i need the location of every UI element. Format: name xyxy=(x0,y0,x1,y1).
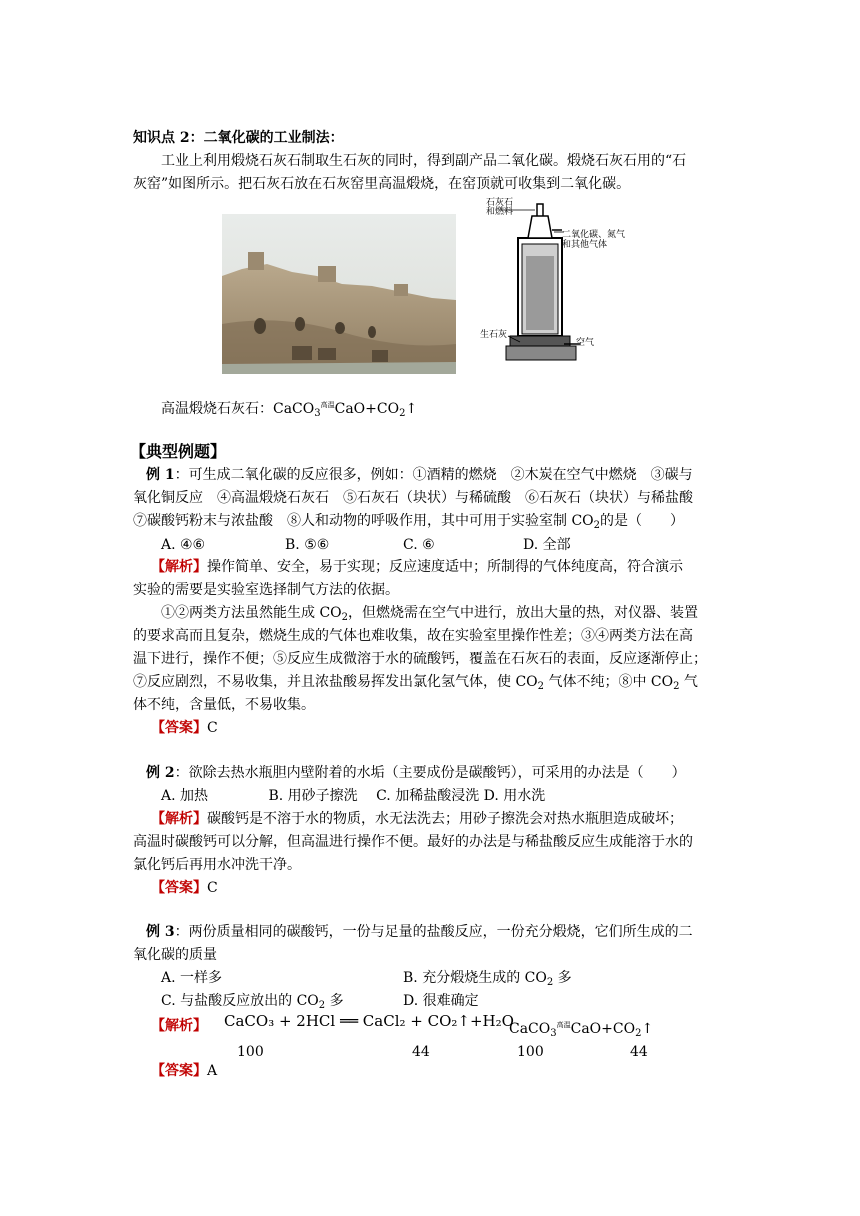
analysis-line xyxy=(151,809,683,829)
analysis-line: ⑦反应剧烈，不易收集，并且浓盐酸易挥发出氯化氢气体，使 $CO_2$ 气体不纯；⑧中 $CO_2$ 气 xyxy=(133,674,698,692)
option-a: A. ④⑥ xyxy=(161,537,206,553)
option-text: C. 与盐酸反应放出的 CO xyxy=(161,993,319,1009)
typical-examples-heading: 【典型例题】 xyxy=(130,442,227,461)
analysis-text: 操作简单、安全，易于实现；反应速度适中；所制得的气体纯度高，符合演示 xyxy=(207,559,683,575)
question-line: 氧化碳的质量 xyxy=(133,947,217,963)
mass-value: 100 xyxy=(237,1044,264,1060)
up-arrow-icon: ↑ xyxy=(405,401,418,417)
lime-kiln-diagram xyxy=(480,196,670,376)
question-text: ：两份质量相同的碳酸钙，一份与足量的盐酸反应，一份充分煅烧，它们所生成的二 xyxy=(174,924,693,940)
analysis-line: 实验的需要是实验室选择制气方法的依据。 xyxy=(133,582,399,598)
kiln-label-air: 空气 xyxy=(576,338,595,348)
option-b: B. ⑤⑥ xyxy=(285,537,330,553)
option-c: C. 与盐酸反应放出的 $CO_2$ 多 xyxy=(161,993,344,1011)
question-text: ：欲除去热水瓶胆内壁附着的水垢（主要成份是碳酸钙），可采用的办法是（ ） xyxy=(174,765,686,781)
eq-part: CaCO xyxy=(509,1021,551,1037)
option-text: 多 xyxy=(553,970,572,986)
answer-tag: 【答案】 xyxy=(151,720,207,736)
analysis-tag: 【解析】 xyxy=(151,559,207,575)
example-3-question xyxy=(146,922,693,942)
mass-value: 44 xyxy=(412,1044,430,1060)
question-line: ⑦碳酸钙粉末与浓盐酸 ⑧人和动物的呼吸作用，其中可用于实验室制 $CO_2$的是（ ） xyxy=(133,513,685,531)
analysis-text: ①②两类方法虽然能生成 CO xyxy=(161,605,342,621)
analysis-line xyxy=(151,557,683,577)
lime-kiln-photo xyxy=(222,214,456,374)
eq-part: 高温煅烧石灰石：CaCO xyxy=(161,401,315,417)
analysis-text: 碳酸钙是不溶于水的物质，水无法洗去；用砂子擦洗会对热水瓶胆造成破坏； xyxy=(207,811,683,827)
eq-condition: 高温 xyxy=(320,401,335,409)
analysis-line: 氯化钙后再用水冲洗干净。 xyxy=(133,857,301,873)
answer-line xyxy=(151,878,218,898)
analysis-line: 高温时碳酸钙可以分解，但高温进行操作不便。最好的办法是与稀盐酸反应生成能溶于水的 xyxy=(133,834,693,850)
calcination-equation: 高温煅烧石灰石：$CaCO_3^{高温}CaO+CO_2↑$ xyxy=(161,401,418,419)
option-a: A. 一样多 xyxy=(161,970,223,986)
option-d: D. 全部 xyxy=(523,537,571,553)
analysis-line: ①②两类方法虽然能生成 $CO_2$，但燃烧需在空气中进行，放出大量的热，对仪器、装置 xyxy=(161,605,699,623)
kiln-label-quicklime: 生石灰 xyxy=(480,330,508,340)
eq-part: CaO+CO xyxy=(570,1021,636,1037)
paragraph-line: 工业上利用煅烧石灰石制取生石灰的同时，得到副产品二氧化碳。煅烧石灰石用的“石 xyxy=(161,153,687,169)
analysis-line: 体不纯，含量低，不易收集。 xyxy=(133,697,315,713)
analysis-text: ，但燃烧需在空气中进行，放出大量的热，对仪器、装置 xyxy=(348,605,699,621)
example-label: 例 3 xyxy=(146,924,175,940)
mass-value: 100 xyxy=(517,1044,544,1060)
answer-value: C xyxy=(207,720,218,736)
example-label: 例 2 xyxy=(146,765,175,781)
answer-line xyxy=(151,718,218,738)
kiln-label-gas2: 和其他气体 xyxy=(562,240,608,250)
option-c: C. ⑥ xyxy=(403,537,435,553)
mass-value: 44 xyxy=(630,1044,648,1060)
analysis-text: 气 xyxy=(679,674,698,690)
answer-value: C xyxy=(207,880,218,896)
analysis-line: 温下进行，操作不便；⑤反应生成微溶于水的硫酸钙，覆盖在石灰石的表面，反应逐渐停止； xyxy=(133,651,707,667)
question-text: ：可生成二氧化碳的反应很多，例如：①酒精的燃烧 ②木炭在空气中燃烧 ③碳与 xyxy=(174,467,693,483)
option-text: B. 充分煅烧生成的 CO xyxy=(403,970,547,986)
analysis-text: 气体不纯；⑧中 CO xyxy=(544,674,674,690)
option-b: B. 充分煅烧生成的 $CO_2$ 多 xyxy=(403,970,572,988)
options-line: A. 加热 B. 用砂子擦洗 C. 加稀盐酸浸洗 D. 用水洗 xyxy=(161,788,546,804)
kiln-label-fuel: 和燃料 xyxy=(486,207,514,217)
kiln-label-limestone: 石灰石 xyxy=(486,198,514,208)
eq-condition: 高温 xyxy=(556,1021,571,1029)
paragraph-line: 灰窑”如图所示。把石灰石放在石灰窑里高温煅烧，在窑顶就可收集到二氧化碳。 xyxy=(133,176,631,192)
answer-tag: 【答案】 xyxy=(151,1063,207,1079)
analysis-tag: 【解析】 xyxy=(151,811,207,827)
answer-value: A xyxy=(207,1063,218,1079)
kiln-label-gas: 二氧化碳、氮气 xyxy=(562,230,626,240)
analysis-tag: 【解析】 xyxy=(151,1018,207,1034)
example-1-question xyxy=(146,465,693,485)
option-d: D. 很难确定 xyxy=(403,993,479,1009)
eq-part: CaO+CO xyxy=(334,401,400,417)
question-text: 的是（ ） xyxy=(600,513,685,529)
analysis-line xyxy=(151,1016,207,1036)
hcl-equation: CaCO₃ + 2HCl ══ CaCl₂ + CO₂↑+H₂O xyxy=(224,1012,514,1030)
analysis-text: ⑦反应剧烈，不易收集，并且浓盐酸易挥发出氯化氢气体，使 CO xyxy=(133,674,538,690)
example-2-question xyxy=(146,763,686,783)
answer-tag: 【答案】 xyxy=(151,880,207,896)
up-arrow-icon: ↑ xyxy=(641,1021,654,1037)
question-line: 氧化铜反应 ④高温煅烧石灰石 ⑤石灰石（块状）与稀硫酸 ⑥石灰石（块状）与稀盐酸 xyxy=(133,490,693,506)
question-text: ⑦碳酸钙粉末与浓盐酸 ⑧人和动物的呼吸作用，其中可用于实验室制 CO xyxy=(133,513,594,529)
example-label: 例 1 xyxy=(146,467,175,483)
analysis-line: 的要求高而且复杂，燃烧生成的气体也难收集，故在实验室里操作性差；③④两类方法在高 xyxy=(133,628,693,644)
calcination-equation-2: $CaCO_3^{高温}CaO+CO_2↑$ xyxy=(509,1021,654,1039)
section-heading: 知识点 2：二氧化碳的工业制法： xyxy=(133,130,344,146)
answer-line xyxy=(151,1061,217,1081)
option-text: 多 xyxy=(325,993,344,1009)
